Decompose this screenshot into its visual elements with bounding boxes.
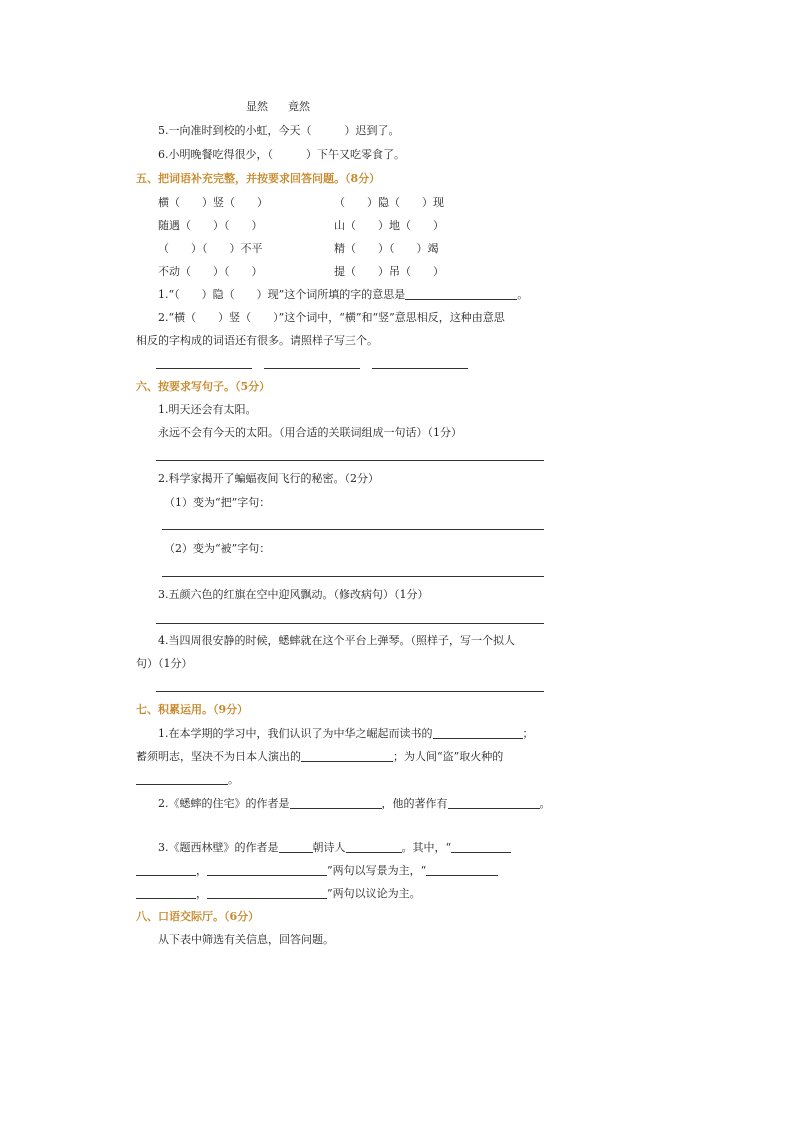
section-6-title: 六、按要求写句子。（5分） (136, 380, 271, 393)
fill-word-8[interactable]: 提（ ）吊（ ） (334, 265, 444, 278)
section-5-q1 (158, 288, 528, 302)
section-6-q1-line2: 永远不会有今天的太阳。（用合适的关联词组成一句话）（1分） (158, 426, 462, 439)
answer-line[interactable] (162, 576, 544, 577)
section-6-q2-2: （2）变为“被”字句： (164, 542, 271, 555)
section-7-q3-line2-text: ”两句以写景为主，“ (327, 864, 427, 877)
fill-word-6[interactable]: 精（ ）（ ）竭 (334, 242, 439, 255)
section-6-q4-line1: 4.当四周很安静的时候，蟋蟀就在这个平台上弹琴。（照样子，写一个拟人 (158, 634, 515, 647)
question-5: 5.一向准时到校的小虹，今天（ ）迟到了。 (158, 124, 400, 137)
section-6-q2-1: （1）变为“把”字句： (164, 496, 271, 509)
answer-blank[interactable] (207, 887, 327, 899)
section-5-q1-text: 1.“（ ）隐（ ）现”这个词所填的字的意思是 (158, 288, 406, 301)
answer-blank[interactable] (346, 841, 402, 853)
answer-blank[interactable] (207, 864, 327, 876)
section-6-q4-line2: 句）（1分） (136, 657, 193, 670)
section-7-q2-end: 。 (539, 797, 551, 810)
section-7-q3-line3-text: ”两句以议论为主。 (327, 887, 421, 900)
section-5-q2-line1: 2.“横（ ）竖（ ）”这个词中，“横”和“竖”意思相反，这种由意思 (158, 311, 505, 324)
answer-blank[interactable] (426, 864, 498, 876)
answer-blank[interactable] (451, 841, 511, 853)
section-7-q1-text: 1.在本学期的学习中，我们认识了为中华之崛起而读书的 (158, 727, 433, 740)
answer-line[interactable] (156, 460, 544, 461)
fill-word-5[interactable]: （ ）（ ）不平 (158, 242, 263, 255)
section-7-q1-semicolon: ； (522, 727, 534, 740)
word-choice-2: 竟然 (288, 100, 310, 113)
section-7-q3-comma-2: ， (196, 887, 207, 900)
section-7-q1-line2-text: 蓄须明志，坚决不为日本人演出的 (136, 750, 301, 763)
answer-blank[interactable] (290, 797, 382, 809)
answer-blank[interactable] (301, 750, 393, 762)
fill-word-2[interactable]: （ ）隐（ ）现 (334, 196, 444, 209)
section-7-q2-text: 2.《蟋蟀的住宅》的作者是 (158, 797, 290, 810)
answer-line[interactable] (264, 368, 360, 369)
answer-blank[interactable] (136, 864, 196, 876)
answer-line[interactable] (156, 623, 544, 624)
section-7-q3-mid2: 。其中，“ (401, 841, 452, 854)
section-5-title: 五、把词语补充完整，并按要求回答问题。（8分） (136, 172, 381, 185)
section-7-q1-line2 (136, 750, 503, 764)
section-7-q1-line2-mid: ；为人间“盗”取火种的 (393, 750, 504, 763)
section-6-q2: 2.科学家揭开了蝙蝠夜间飞行的秘密。（2分） (158, 472, 379, 485)
fill-word-7[interactable]: 不动（ ）（ ） (158, 265, 263, 278)
section-5-q2-line2: 相反的字构成的词语还有很多。请照样子写三个。 (136, 334, 378, 347)
section-7-q1-line3 (136, 773, 239, 787)
word-choice-1: 显然 (246, 100, 268, 113)
fill-word-1[interactable]: 横（ ）竖（ ） (158, 196, 268, 209)
answer-line[interactable] (372, 368, 468, 369)
answer-line[interactable] (156, 368, 252, 369)
section-7-q3-line3 (136, 887, 421, 901)
answer-blank[interactable] (136, 773, 228, 785)
answer-line[interactable] (156, 691, 544, 692)
section-7-q3-line1 (158, 841, 511, 855)
section-7-q3-mid: 朝诗人 (312, 841, 346, 854)
answer-blank[interactable] (448, 797, 540, 809)
section-7-q3-line2 (136, 864, 498, 878)
section-8-title: 八、口语交际厅。（6分） (136, 910, 260, 923)
answer-line[interactable] (162, 529, 544, 530)
answer-blank[interactable] (433, 727, 523, 739)
answer-blank[interactable] (136, 887, 196, 899)
section-6-q3: 3.五颜六色的红旗在空中迎风飘动。（修改病句）（1分） (158, 588, 429, 601)
question-6: 6.小明晚餐吃得很少，（ ）下午又吃零食了。 (158, 148, 405, 161)
section-7-q1-end: 。 (228, 773, 239, 786)
section-7-q1-line1 (158, 727, 534, 741)
section-5-q1-end: 。 (517, 288, 529, 301)
section-7-q2 (158, 797, 551, 811)
fill-word-3[interactable]: 随遇（ ）（ ） (158, 219, 263, 232)
section-7-q2-mid: ，他的著作有 (381, 797, 448, 810)
section-8-intro: 从下表中筛选有关信息，回答问题。 (158, 933, 334, 946)
section-7-q3-comma: ， (196, 864, 207, 877)
answer-blank[interactable] (405, 288, 517, 300)
section-7-title: 七、积累运用。（9分） (136, 703, 249, 716)
section-6-q1-line1: 1.明天还会有太阳。 (158, 403, 257, 416)
fill-word-4[interactable]: 山（ ）地（ ） (334, 219, 444, 232)
answer-blank[interactable] (279, 841, 313, 853)
section-7-q3-text: 3.《题西林壁》的作者是 (158, 841, 279, 854)
